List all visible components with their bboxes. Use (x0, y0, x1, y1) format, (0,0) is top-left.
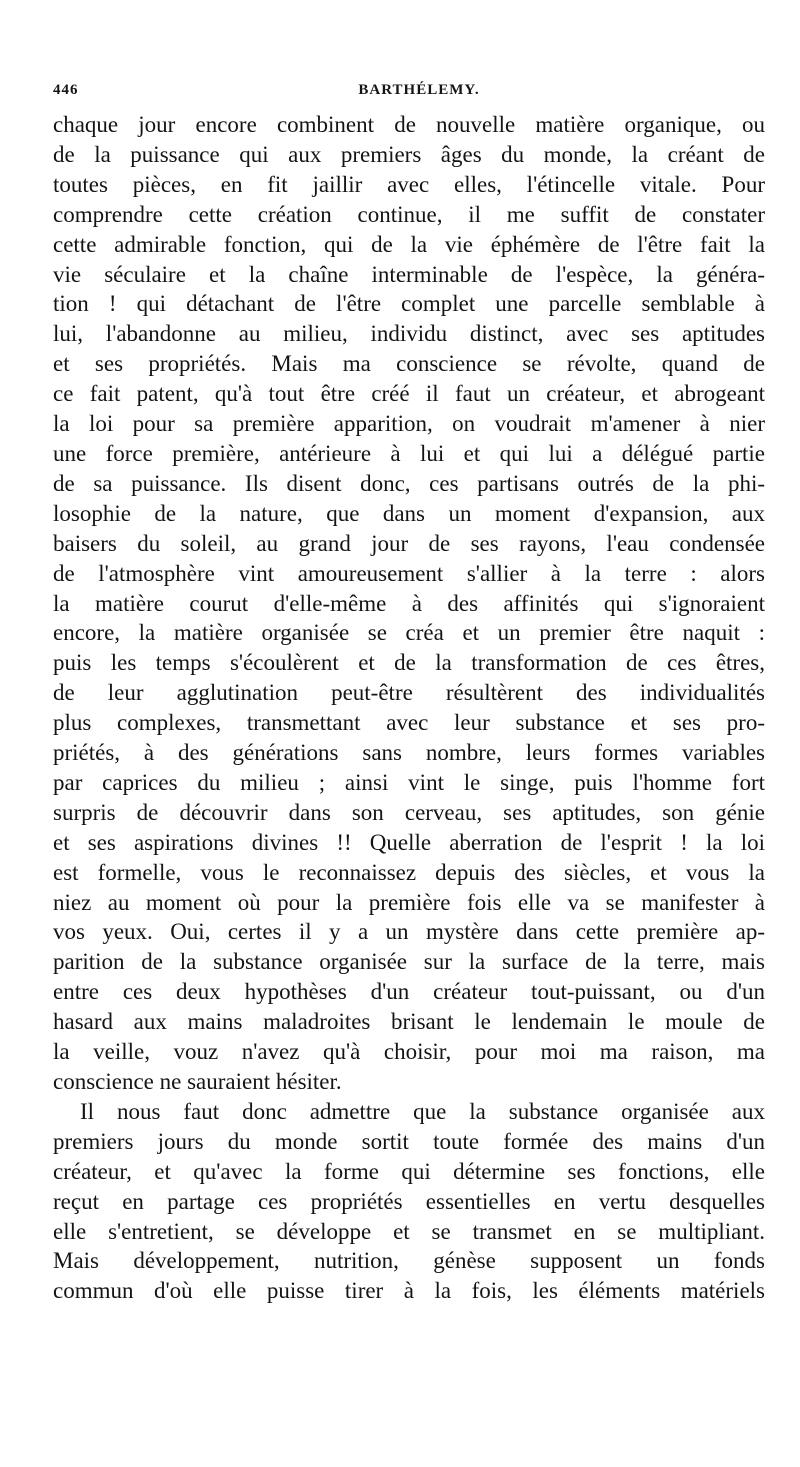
text-line: conscience ne sauraient hésiter. (53, 1069, 342, 1094)
text-line: premiers jours du monde sortit toute formée des mains d'un (53, 1128, 765, 1154)
text-line: de leur agglutination peut-être résultèrent des individualités (53, 680, 765, 706)
text-line: niez au moment où pour la première fois elle va se manifester à (53, 889, 765, 915)
text-line: de sa puissance. Ils disent donc, ces partisans outrés de la phi- (53, 470, 765, 496)
text-line: comprendre cette création continue, il me suffit de constater (53, 201, 765, 227)
text-line: vie séculaire et la chaîne interminable de l'espèce, la généra- (53, 261, 765, 287)
text-line: de l'atmosphère vint amoureusement s'allier à la terre : alors (53, 560, 765, 586)
text-line: commun d'où elle puisse tirer à la fois, les éléments matériels (53, 1278, 765, 1304)
text-line: tion ! qui détachant de l'être complet une parcelle semblable à (53, 291, 765, 317)
text-line: Il nous faut donc admettre que la substance organisée aux (80, 1098, 765, 1124)
text-line: est formelle, vous le reconnaissez depuis des siècles, et vous la (53, 859, 765, 885)
text-line: créateur, et qu'avec la forme qui détermine ses fonctions, elle (53, 1158, 765, 1184)
text-line: de la puissance qui aux premiers âges du monde, la créant de (53, 141, 765, 167)
text-line: entre ces deux hypothèses d'un créateur tout-puissant, ou d'un (53, 979, 765, 1005)
text-line: toutes pièces, en fit jaillir avec elles, l'étincelle vitale. Pour (53, 171, 765, 197)
text-line: reçut en partage ces propriétés essentielles en vertu desquelles (53, 1188, 765, 1214)
text-line: surpris de découvrir dans son cerveau, ses aptitudes, son génie (53, 799, 765, 825)
text-line: vos yeux. Oui, certes il y a un mystère dans cette première ap- (53, 919, 765, 945)
text-line: baisers du soleil, au grand jour de ses rayons, l'eau condensée (53, 530, 765, 556)
text-line: plus complexes, transmettant avec leur substance et ses pro- (53, 710, 765, 736)
body-text (53, 110, 765, 1306)
paragraph (53, 1097, 765, 1306)
text-line: la matière courut d'elle-même à des affinités qui s'ignoraient (53, 590, 765, 616)
book-page (53, 80, 765, 1306)
text-line: Mais développement, nutrition, génèse supposent un fonds (53, 1248, 765, 1274)
text-line: lui, l'abandonne au milieu, individu distinct, avec ses aptitudes (53, 321, 765, 347)
text-line: losophie de la nature, que dans un moment d'expansion, aux (53, 500, 765, 526)
text-line: encore, la matière organisée se créa et un premier être naquit : (53, 620, 765, 646)
text-line: une force première, antérieure à lui et qui lui a délégué partie (53, 440, 765, 466)
text-line: la veille, vouz n'avez qu'à choisir, pour moi ma raison, ma (53, 1039, 765, 1065)
text-line: ce fait patent, qu'à tout être créé il faut un créateur, et abrogeant (53, 381, 765, 407)
text-line: et ses propriétés. Mais ma conscience se révolte, quand de (53, 351, 765, 377)
text-line: par caprices du milieu ; ainsi vint le singe, puis l'homme fort (53, 769, 765, 795)
text-line: elle s'entretient, se développe et se transmet en se multipliant. (53, 1218, 765, 1244)
page-header (53, 80, 765, 110)
text-line: et ses aspirations divines !! Quelle aberration de l'esprit ! la loi (53, 829, 765, 855)
paragraph (53, 110, 765, 1097)
text-line: puis les temps s'écoulèrent et de la transformation de ces êtres, (53, 650, 765, 676)
running-head: BARTHÉLEMY. (358, 82, 480, 98)
text-line: parition de la substance organisée sur la surface de la terre, mais (53, 949, 765, 975)
text-line: priétés, à des générations sans nombre, leurs formes variables (53, 740, 765, 766)
text-line: hasard aux mains maladroites brisant le lendemain le moule de (53, 1009, 765, 1035)
text-line: la loi pour sa première apparition, on voudrait m'amener à nier (53, 411, 765, 437)
page-number: 446 (53, 82, 79, 98)
text-line: chaque jour encore combinent de nouvelle matière organique, ou (53, 112, 765, 137)
text-line: cette admirable fonction, qui de la vie éphémère de l'être fait la (53, 231, 765, 257)
